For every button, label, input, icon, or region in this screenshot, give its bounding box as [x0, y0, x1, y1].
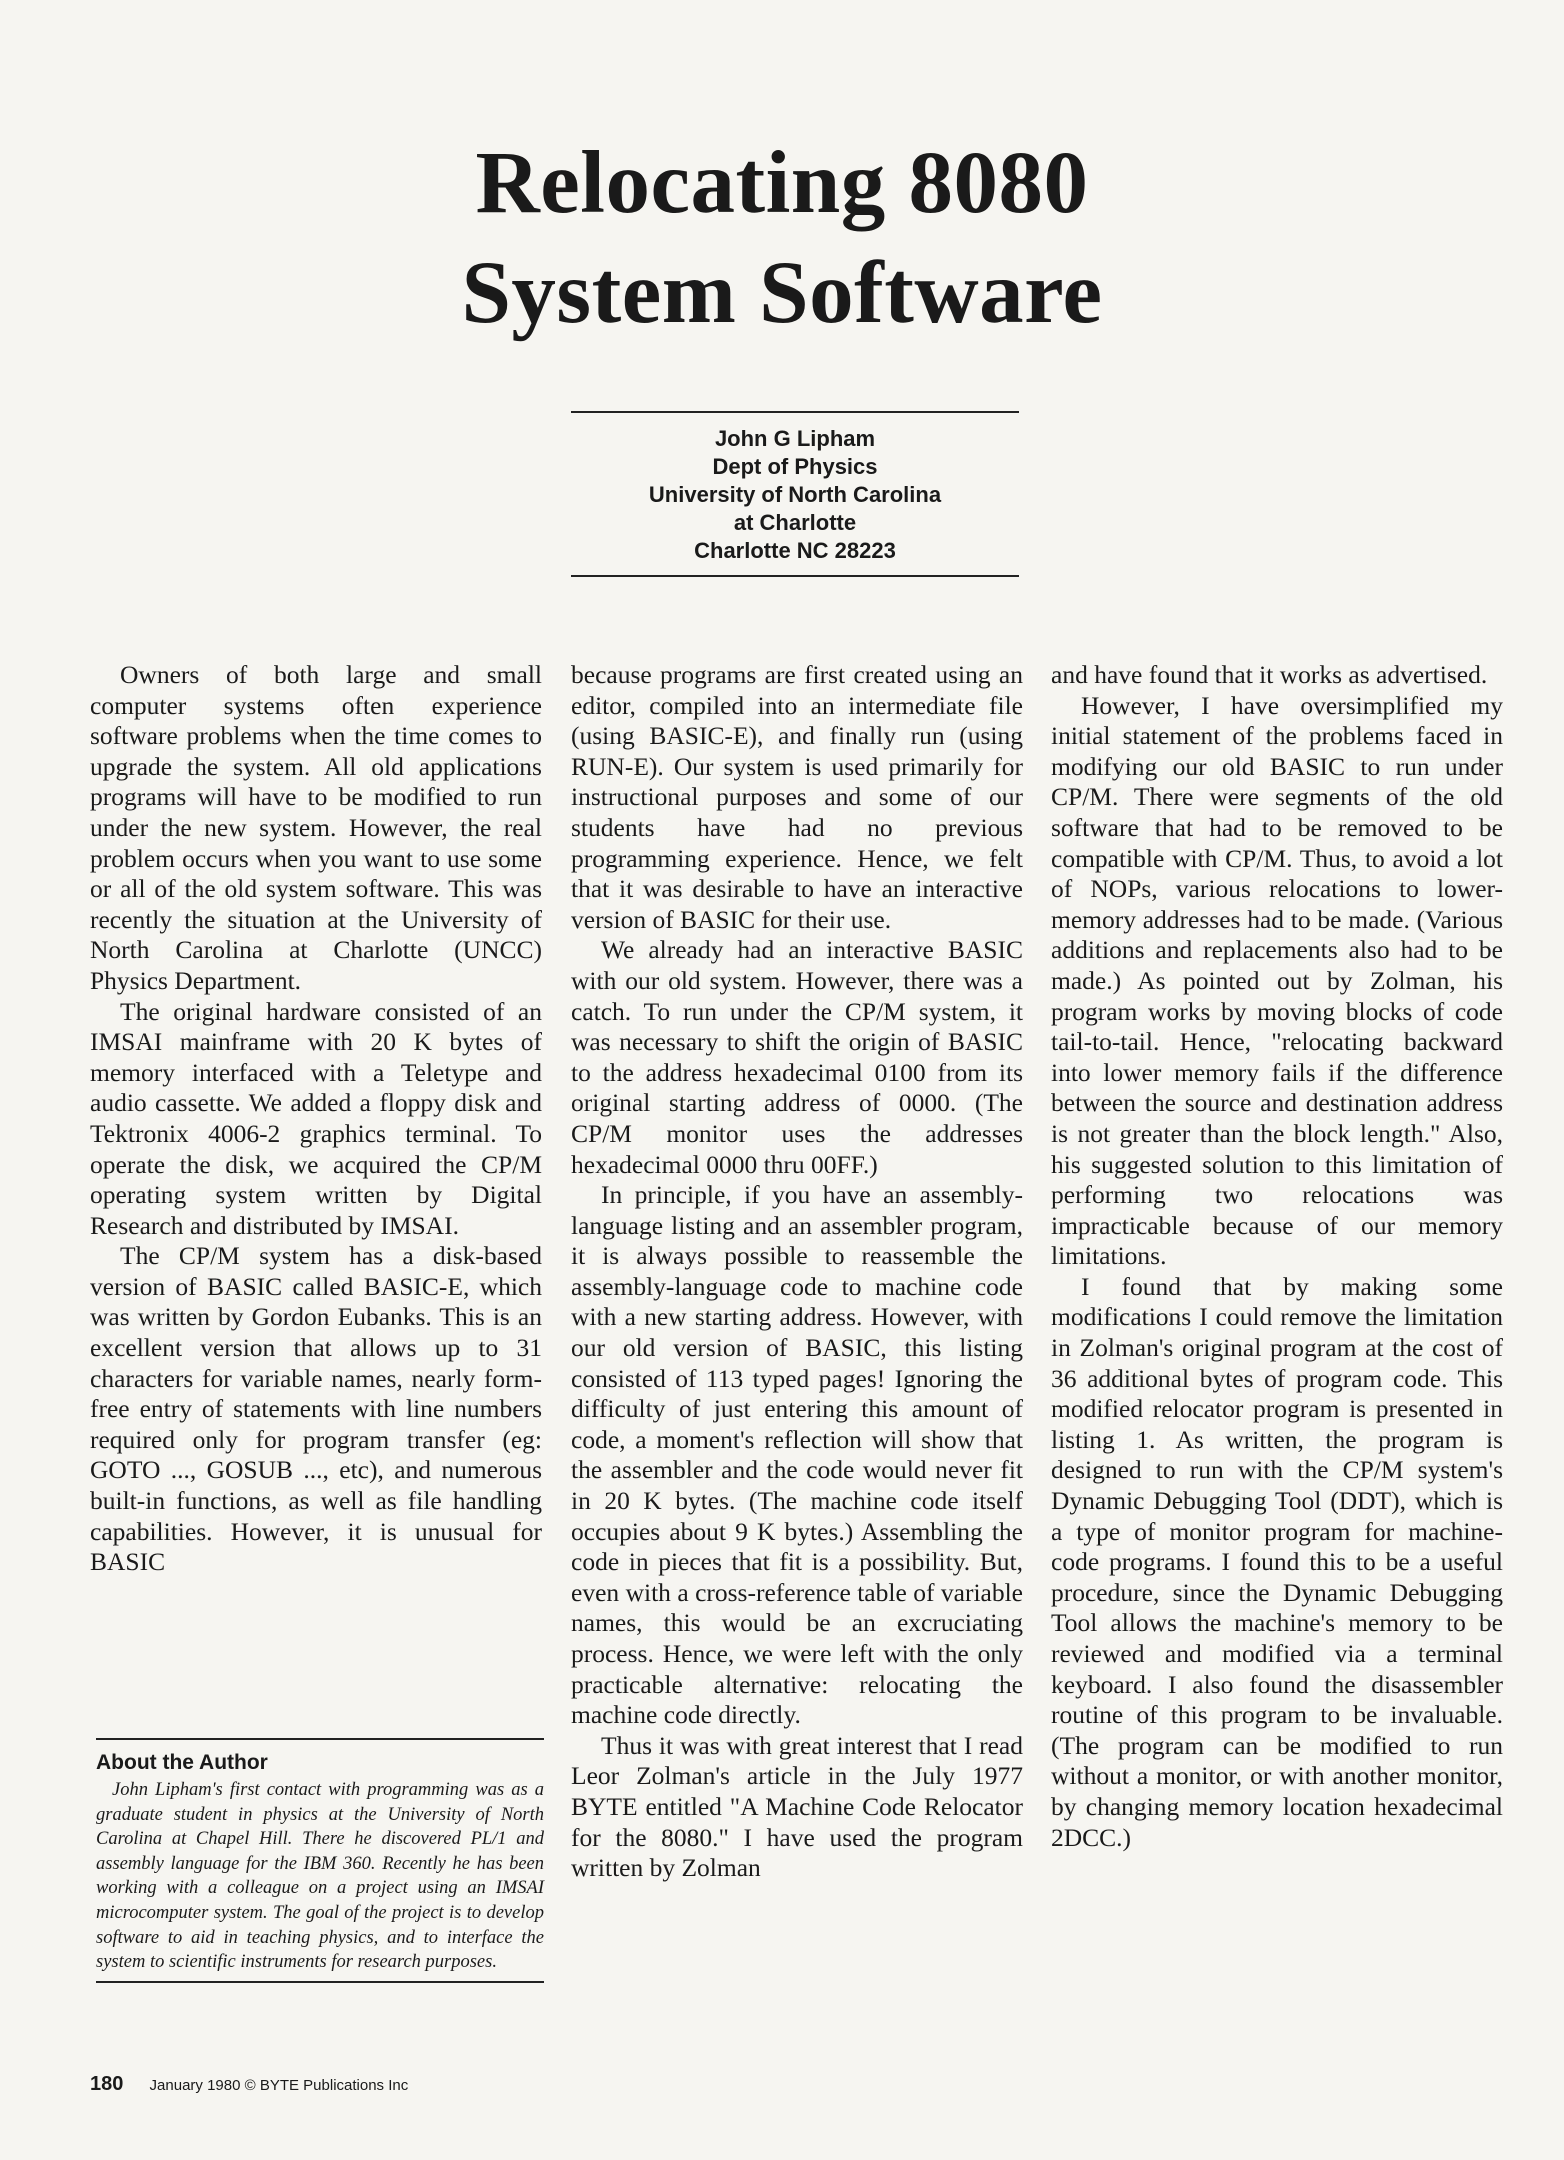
issue-credit: January 1980 © BYTE Publications Inc [149, 2077, 409, 2094]
author-university: University of North Carolina [648, 482, 942, 507]
page-footer [90, 2073, 408, 2097]
title-line-1: Relocating 8080 [475, 134, 1089, 232]
paragraph: The CP/M system has a disk-based version of BASIC called BASIC-E, which was written by Gordon Eubanks. This is an excellent version that allows up to 31 characters for variable names, nearly form-free entry of statements with line numbers required only for program transfer (eg: GOTO ..., GOSUB ..., etc), and numerous built-in functions, as well as file handling capabilities. However, it is unusual for BASIC [90, 1241, 542, 1577]
about-author-text: John Lipham's first contact with programming was as a graduate student in physics at the University of North Carolina at Chapel Hill. There he discovered PL/1 and assembly language for the IBM 360. Recently he has been working with a colleague on a project using an IMSAI microcomputer system. The goal of the project is to develop software to aid in teaching physics, and to interface the system to scientific instruments for research purposes. [96, 1780, 544, 1973]
author-name: John G Lipham [714, 426, 876, 451]
about-the-author-box [96, 1738, 544, 1983]
body-column-2 [571, 660, 1023, 1884]
paragraph: Thus it was with great interest that I read Leor Zolman's article in the July 1977 BYTE entitled "A Machine Code Relocator for the 8080." I have used the program written by Zolman [571, 1730, 1023, 1883]
author-department: Dept of Physics [712, 454, 878, 479]
paragraph: Owners of both large and small computer systems often experience software problems when the time comes to upgrade the system. All old applications programs will have to be modified to run under the new system. However, the real problem occurs when you want to use some or all of the old system software. This was recently the situation at the University of North Carolina at Charlotte (UNCC) Physics Department. [90, 660, 542, 995]
paragraph: I found that by making some modifications I could remove the limitation in Zolman's original program at the cost of 36 additional bytes of program code. This modified relocator program is presented in listing 1. As written, the program is designed to run with the CP/M system's Dynamic Debugging Tool (DDT), which is a type of monitor program for machine-code programs. I found this to be a useful procedure, since the Dynamic Debugging Tool allows the machine's memory to be reviewed and modified via a terminal keyboard. I also found the disassembler routine of this program to be invaluable. (The program can be modified to run without a monitor, or with another monitor, by changing memory location hexadecimal 2DCC.) [1051, 1271, 1503, 1852]
title-line-2: System Software [461, 244, 1103, 342]
author-address: Charlotte NC 28223 [694, 538, 896, 563]
article-title [0, 128, 1564, 348]
body-column-3 [1051, 660, 1503, 1853]
paragraph-continued: because programs are first created using an editor, compiled into an intermediate file (using BASIC-E), and finally run (using RUN-E). Our system is used primarily for instructional purposes and some of our students have had no previous programming experience. Hence, we felt that it was desirable to have an interactive version of BASIC for their use. [571, 660, 1023, 934]
author-byline [571, 411, 1019, 577]
body-column-1 [90, 660, 542, 1578]
paragraph: However, I have oversimplified my initial statement of the problems faced in modifying our old BASIC to run under CP/M. There were segments of the old software that had to be removed to be compatible with CP/M. Thus, to avoid a lot of NOPs, various relocations to lower-memory addresses had to be made. (Various additions and replacements also had to be made.) As pointed out by Zolman, his program works by moving blocks of code tail-to-tail. Hence, "relocating backward into lower memory fails if the difference between the source and destination address is not greater than the block length." Also, his suggested solution to this limitation of performing two relocations was impracticable because of our memory limitations. [1051, 690, 1503, 1271]
paragraph: The original hardware consisted of an IMSAI mainframe with 20 K bytes of memory interfaced with a Teletype and audio cassette. We added a floppy disk and Tektronix 4006-2 graphics terminal. To operate the disk, we acquired the CP/M operating system written by Digital Research and distributed by IMSAI. [90, 996, 542, 1240]
page-number: 180 [90, 2073, 124, 2095]
paragraph: In principle, if you have an assembly-language listing and an assembler program, it is always possible to reassemble the assembly-language code to machine code with a new starting address. However, with our old version of BASIC, this listing consisted of 113 typed pages! Ignoring the difficulty of just entering this amount of code, a moment's reflection will show that the assembler and the code would never fit in 20 K bytes. (The machine code itself occupies about 9 K bytes.) Assembling the code in pieces that fit is a possibility. But, even with a cross-reference table of variable names, this would be an excruciating process. Hence, we were left with the only practicable alternative: relocating the machine code directly. [571, 1180, 1023, 1730]
paragraph-continued: and have found that it works as advertised. [1051, 660, 1488, 689]
paragraph: We already had an interactive BASIC with our old system. However, there was a catch. To run under the CP/M system, it was necessary to shift the origin of BASIC to the address hexadecimal 0100 from its original starting address of 0000. (The CP/M monitor uses the addresses hexadecimal 0000 thru 00FF.) [571, 935, 1023, 1179]
about-author-heading: About the Author [96, 1751, 268, 1774]
author-campus: at Charlotte [733, 510, 857, 535]
